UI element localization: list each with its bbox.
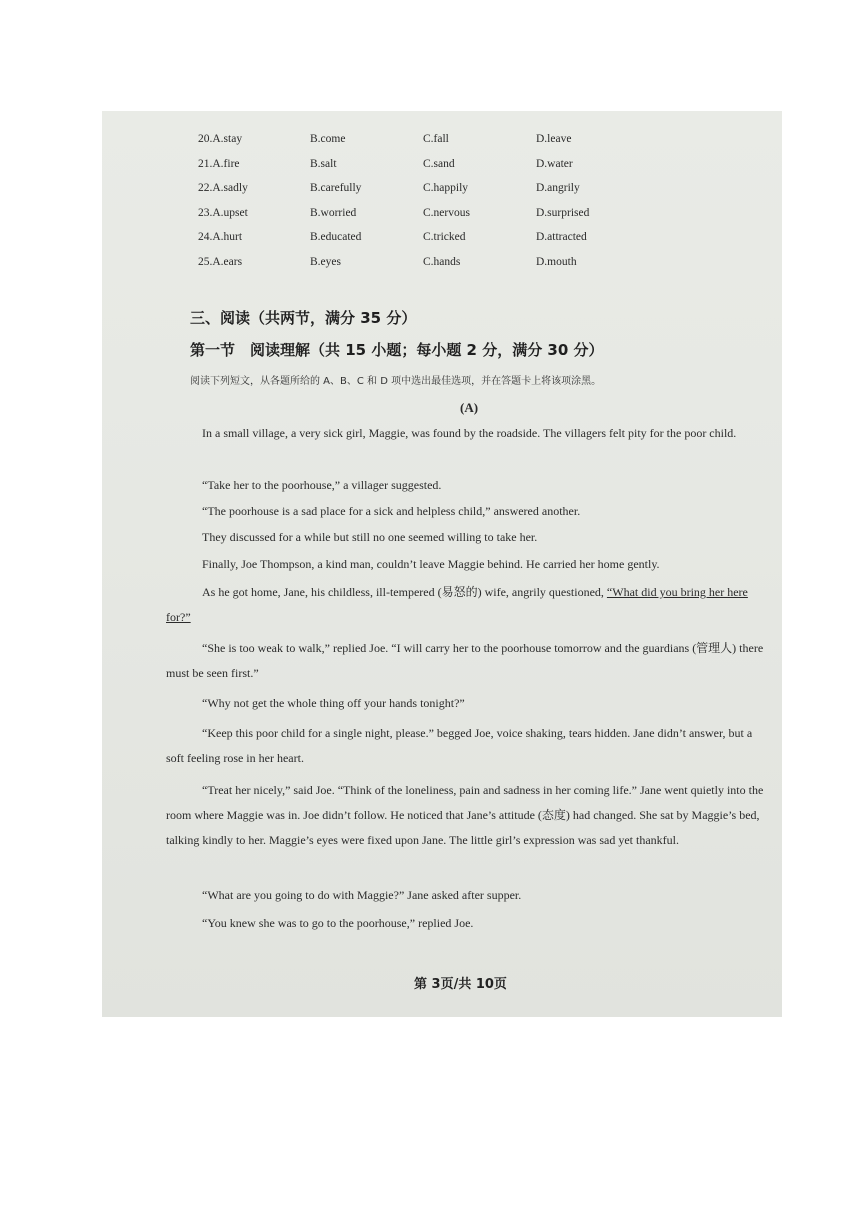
paragraph-text: “Treat her nicely,” said Joe. “Think of the loneliness, pain and sadness in her coming life.” Jane went quietly into the room where Maggie was in. Joe didn’t follow. He noticed that Jane’s attitude (态度) had changed. She sat by Maggie’s bed, talking kindly to her. Maggie’s eyes were fixed upon Jane. The little girl’s expression was sad yet thankful. [166,783,764,847]
page-number: 第 3页/共 10页 [414,977,507,992]
option-d: D.mouth [536,255,577,268]
option-a: 24.A.hurt [198,231,243,243]
passage-paragraph-2 [166,473,766,498]
passage-paragraph-1 [166,421,766,446]
option-b: B.worried [310,206,357,219]
paragraph-text: “You knew she was to go to the poorhouse,” replied Joe. [202,916,474,930]
passage-paragraph-10 [166,778,766,853]
option-c: C.fall [423,133,449,145]
passage-paragraph-12 [166,911,766,936]
option-d: D.water [536,157,573,170]
option-b: B.carefully [310,182,362,194]
passage-paragraph-3 [166,499,766,524]
option-c: C.hands [423,255,461,268]
option-d: D.attracted [536,231,587,243]
option-d: D.surprised [536,206,590,219]
part-title: 第一节 阅读理解（共 15 小题；每小题 2 分，满分 30 分） [190,341,604,359]
paragraph-text: They discussed for a while but still no one seemed willing to take her. [202,530,538,544]
option-c: C.happily [423,182,469,194]
passage-paragraph-4 [166,525,766,550]
passage-label: (A) [460,400,479,415]
option-a: 21.A.fire [198,157,240,170]
paragraph-text: In a small village, a very sick girl, Maggie, was found by the roadside. The villagers felt pity for the poor child. [202,426,737,440]
paragraph-text: Finally, Joe Thompson, a kind man, couldn’t leave Maggie behind. He carried her home gently. [202,557,660,571]
passage-paragraph-11 [166,883,766,908]
option-c: C.tricked [423,231,466,243]
option-b: B.come [310,133,346,145]
passage-paragraph-9 [166,721,766,771]
option-c: C.nervous [423,206,470,219]
exam-page [102,111,782,1017]
paragraph-text: “She is too weak to walk,” replied Joe. “I will carry her to the poorhouse tomorrow and the guardians (管理人) there must be seen first.” [166,641,764,680]
instruction-text: 阅读下列短文，从各题所给的 A、B、C 和 D 项中选出最佳选项，并在答题卡上将该项涂黑。 [190,376,602,387]
paragraph-text: “Take her to the poorhouse,” a villager suggested. [202,478,442,492]
paragraph-text: “Keep this poor child for a single night, please.” begged Joe, voice shaking, tears hidden. Jane didn’t answer, but a soft feeling rose in her heart. [166,726,753,765]
option-d: D.leave [536,133,572,145]
paragraph-text: As he got home, Jane, his childless, ill-tempered (易怒的) wife, angrily questioned, [202,585,607,599]
option-b: B.salt [310,157,337,170]
paragraph-text: “What are you going to do with Maggie?” Jane asked after supper. [202,888,522,902]
underlined-question: “What did you bring her here for?” [166,585,748,624]
passage-paragraph-7 [166,636,766,686]
paragraph-text: “The poorhouse is a sad place for a sick and helpless child,” answered another. [202,504,581,518]
option-c: C.sand [423,157,455,170]
option-b: B.educated [310,231,362,243]
option-a: 25.A.ears [198,255,243,268]
option-a: 23.A.upset [198,206,248,219]
passage-paragraph-5 [166,552,766,577]
paragraph-text: “Why not get the whole thing off your hands tonight?” [202,696,465,710]
section-title: 三、阅读（共两节，满分 35 分） [190,309,417,327]
option-a: 20.A.stay [198,133,243,145]
passage-paragraph-6 [166,580,766,630]
option-b: B.eyes [310,255,341,268]
option-a: 22.A.sadly [198,182,248,194]
passage-paragraph-8 [166,691,766,716]
option-d: D.angrily [536,182,580,194]
